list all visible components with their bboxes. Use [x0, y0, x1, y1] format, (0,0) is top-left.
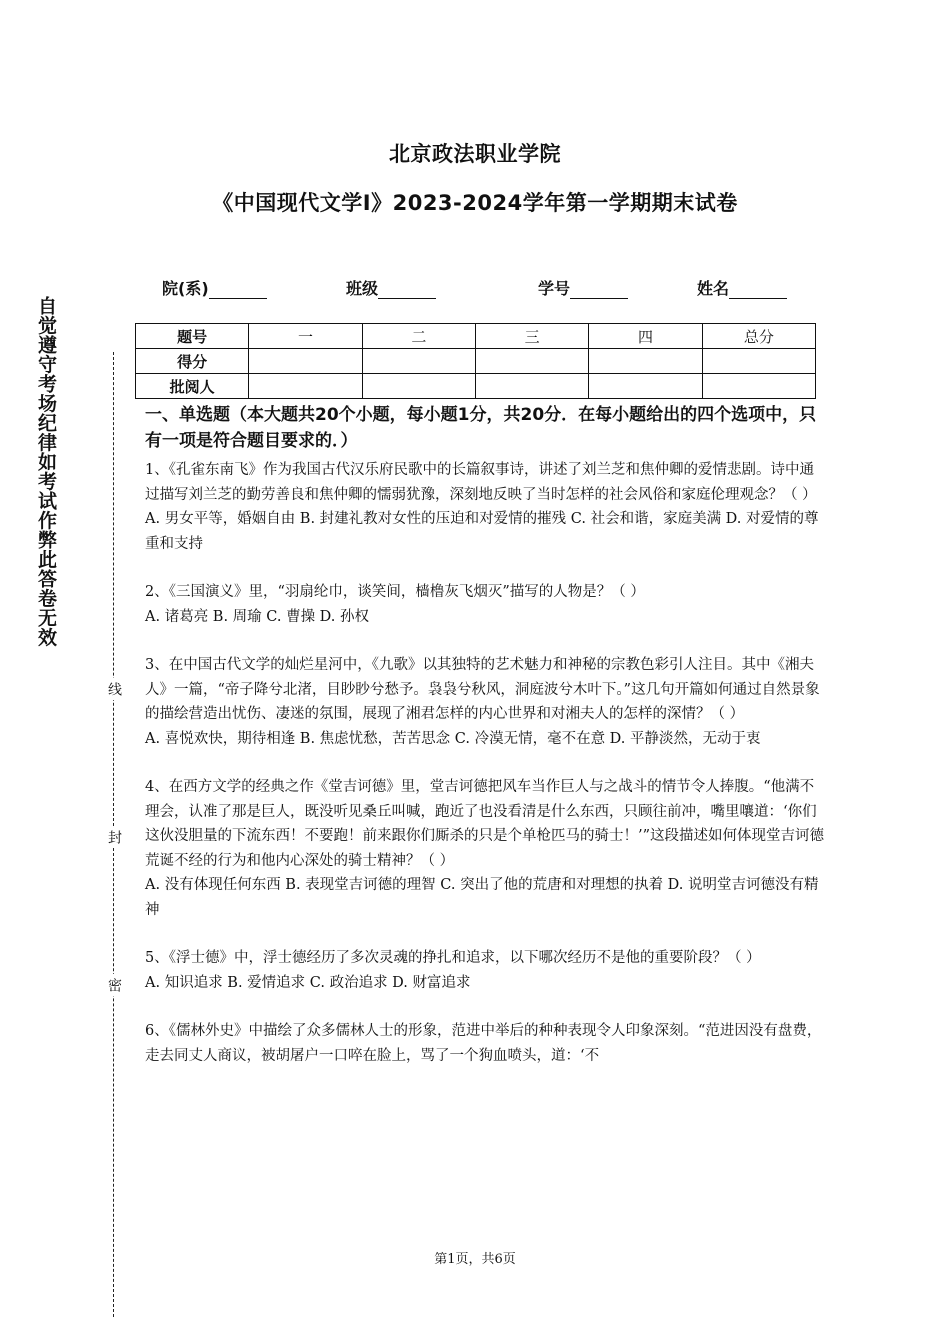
department-blank[interactable]	[209, 282, 267, 299]
grader-cell[interactable]	[249, 374, 362, 399]
grader-cell[interactable]	[362, 374, 475, 399]
score-table	[135, 323, 816, 399]
grader-cell[interactable]	[475, 374, 588, 399]
question-stem: 5、《浮士德》中，浮士德经历了多次灵魂的挣扎和追求，以下哪次经历不是他的重要阶段？（ ）	[145, 950, 761, 966]
score-cell[interactable]	[362, 349, 475, 374]
question-section	[145, 402, 825, 1068]
row-label-question-no: 题号	[136, 324, 249, 349]
question-options: A. 诸葛亮 B. 周瑜 C. 曹操 D. 孙权	[145, 608, 370, 625]
column-3: 三	[475, 324, 588, 349]
question-stem: 4、在西方文学的经典之作《堂吉诃德》里，堂吉诃德把风车当作巨人与之战斗的情节令人捧腹。“他满不理会，认准了那是巨人，既没听见桑丘叫喊，跑近了也没看清是什么东西，只顾往前冲，嘴里嚷道：‘你们这伙没胆量的下流东西！不要跑！前来跟你们厮杀的只是个单枪匹马的骑士！’”这段描述如何体现堂吉诃德荒诞不经的行为和他内心深处的骑士精神？（ ）	[145, 779, 825, 869]
exam-discipline-notice: 自觉遵守考场纪律如考试作弊此答卷无效	[35, 296, 57, 647]
exam-title: 《中国现代文学Ⅰ》2023-2024学年第一学期期末试卷	[212, 191, 738, 215]
name-field	[697, 276, 787, 299]
grader-cell[interactable]	[589, 374, 702, 399]
score-cell[interactable]	[475, 349, 588, 374]
question-stem: 2、《三国演义》里，“羽扇纶巾，谈笑间，樯橹灰飞烟灭”描写的人物是？（ ）	[145, 584, 645, 600]
column-1: 一	[249, 324, 362, 349]
student-id-field	[538, 276, 628, 299]
name-label: 姓名	[697, 279, 730, 298]
row-label-grader: 批阅人	[136, 374, 249, 399]
question-stem: 1、《孔雀东南飞》作为我国古代汉乐府民歌中的长篇叙事诗，讲述了刘兰芝和焦仲卿的爱情悲剧。诗中通过描写刘兰芝的勤劳善良和焦仲卿的懦弱犹豫，深刻地反映了当时怎样的社会风俗和家庭伦理观念？（ ）	[145, 462, 817, 503]
score-row	[136, 349, 816, 374]
column-total: 总分	[702, 324, 815, 349]
score-table-header-row	[136, 324, 816, 349]
question-stem: 6、《儒林外史》中描绘了众多儒林人士的形象，范进中举后的种种表现令人印象深刻。“范进因没有盘费，走去同丈人商议，被胡屠户一口啐在脸上，骂了一个狗血喷头，道：‘不	[145, 1023, 822, 1064]
student-id-label: 学号	[538, 279, 571, 298]
question-stem: 3、在中国古代文学的灿烂星河中，《九歌》以其独特的艺术魅力和神秘的宗教色彩引人注目。其中《湘夫人》一篇，“帝子降兮北渚，目眇眇兮愁予。袅袅兮秋风，洞庭波兮木叶下。”这几句开篇如何通过自然景象的描绘营造出忧伤、凄迷的氛围，展现了湘君怎样的内心世界和对湘夫人的怎样的深情？（ ）	[145, 657, 820, 722]
score-cell[interactable]	[249, 349, 362, 374]
question-options: A. 没有体现任何东西 B. 表现堂吉诃德的理智 C. 突出了他的荒唐和对理想的执着 D. 说明堂吉诃德没有精神	[145, 877, 819, 918]
score-cell[interactable]	[589, 349, 702, 374]
column-4: 四	[589, 324, 702, 349]
section-heading: 一、单选题（本大题共20个小题，每小题1分，共20分．在每小题给出的四个选项中，只有一项是符合题目要求的．）	[145, 405, 817, 451]
binding-mark-seal: 封	[104, 826, 124, 848]
row-label-score: 得分	[136, 349, 249, 374]
grader-cell[interactable]	[702, 374, 815, 399]
column-2: 二	[362, 324, 475, 349]
binding-mark-line: 线	[104, 678, 124, 700]
question-options: A. 男女平等，婚姻自由 B. 封建礼教对女性的压迫和对爱情的摧残 C. 社会和谐，家庭美满 D. 对爱情的尊重和支持	[145, 511, 819, 552]
class-field	[346, 276, 436, 299]
department-field	[162, 276, 267, 299]
question-options: A. 喜悦欢快，期待相逢 B. 焦虑忧愁，苦苦思念 C. 冷漠无情，毫不在意 D. 平静淡然，无动于衷	[145, 730, 761, 747]
page-footer: 第1页，共6页	[434, 1252, 516, 1267]
department-label: 院(系)	[162, 279, 209, 298]
class-label: 班级	[346, 279, 379, 298]
question-options: A. 知识追求 B. 爱情追求 C. 政治追求 D. 财富追求	[145, 974, 471, 991]
grader-row	[136, 374, 816, 399]
score-cell[interactable]	[702, 349, 815, 374]
binding-mark-secret: 密	[104, 974, 124, 996]
school-name: 北京政法职业学院	[389, 142, 561, 166]
class-blank[interactable]	[378, 282, 436, 299]
student-id-blank[interactable]	[570, 282, 628, 299]
name-blank[interactable]	[729, 282, 787, 299]
